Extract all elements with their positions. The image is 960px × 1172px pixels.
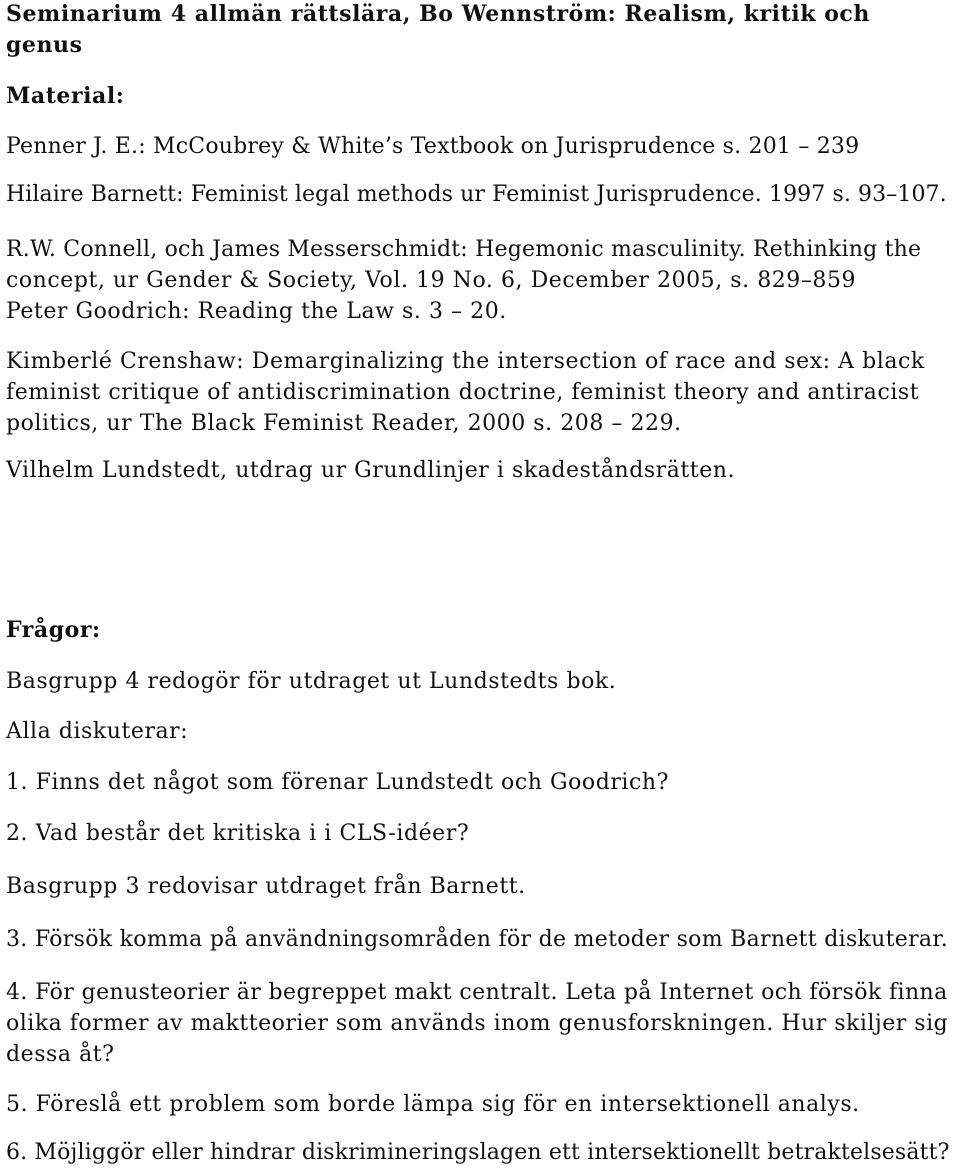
question-3: 3. Försök komma på användningsområden för de metoder som Barnett diskuterar.	[6, 927, 949, 952]
question-2: 2. Vad består det kritiska i i CLS-idéer?	[6, 821, 470, 846]
reference-crenshaw-line-3: politics, ur The Black Feminist Reader, 2000 s. 208 – 229.	[6, 411, 682, 436]
reference-penner: Penner J. E.: McCoubrey & White’s Textbook on Jurisprudence s. 201 – 239	[6, 134, 860, 159]
question-4-line-2: olika former av maktteorier som används inom genusforskningen. Hur skiljer sig	[6, 1011, 949, 1036]
reference-barnett: Hilaire Barnett: Feminist legal methods ur Feminist Jurisprudence. 1997 s. 93–107.	[6, 182, 947, 207]
question-6: 6. Möjliggör eller hindrar diskrimineringslagen ett intersektionellt betraktelsesätt?	[6, 1140, 950, 1165]
document-title-line-2: genus	[6, 32, 83, 58]
question-1: 1. Finns det något som förenar Lundstedt och Goodrich?	[6, 770, 669, 795]
question-5: 5. Föreslå ett problem som borde lämpa sig för en intersektionell analys.	[6, 1092, 860, 1117]
document-title-line-1: Seminarium 4 allmän rättslära, Bo Wennström: Realism, kritik och	[6, 1, 870, 27]
questions-heading: Frågor:	[6, 617, 101, 643]
reference-crenshaw-line-2: feminist critique of antidiscrimination doctrine, feminist theory and antiracist	[6, 380, 920, 405]
group3-instruction: Basgrupp 3 redovisar utdraget från Barnett.	[6, 874, 526, 899]
reference-lundstedt: Vilhelm Lundstedt, utdrag ur Grundlinjer i skadeståndsrätten.	[6, 458, 736, 483]
material-heading: Material:	[6, 83, 125, 109]
reference-connell-line-2: concept, ur Gender & Society, Vol. 19 No. 6, December 2005, s. 829–859	[6, 268, 857, 293]
question-4-line-1: 4. För genusteorier är begreppet makt centralt. Leta på Internet och försök finna	[6, 980, 948, 1005]
question-4-line-3: dessa åt?	[6, 1042, 115, 1067]
reference-goodrich: Peter Goodrich: Reading the Law s. 3 – 20.	[6, 299, 507, 324]
reference-crenshaw-line-1: Kimberlé Crenshaw: Demarginalizing the intersection of race and sex: A black	[6, 349, 925, 374]
reference-connell-line-1: R.W. Connell, och James Messerschmidt: Hegemonic masculinity. Rethinking the	[6, 237, 922, 262]
group4-instruction: Basgrupp 4 redogör för utdraget ut Lundstedts bok.	[6, 669, 617, 694]
all-discuss-label: Alla diskuterar:	[6, 719, 189, 744]
